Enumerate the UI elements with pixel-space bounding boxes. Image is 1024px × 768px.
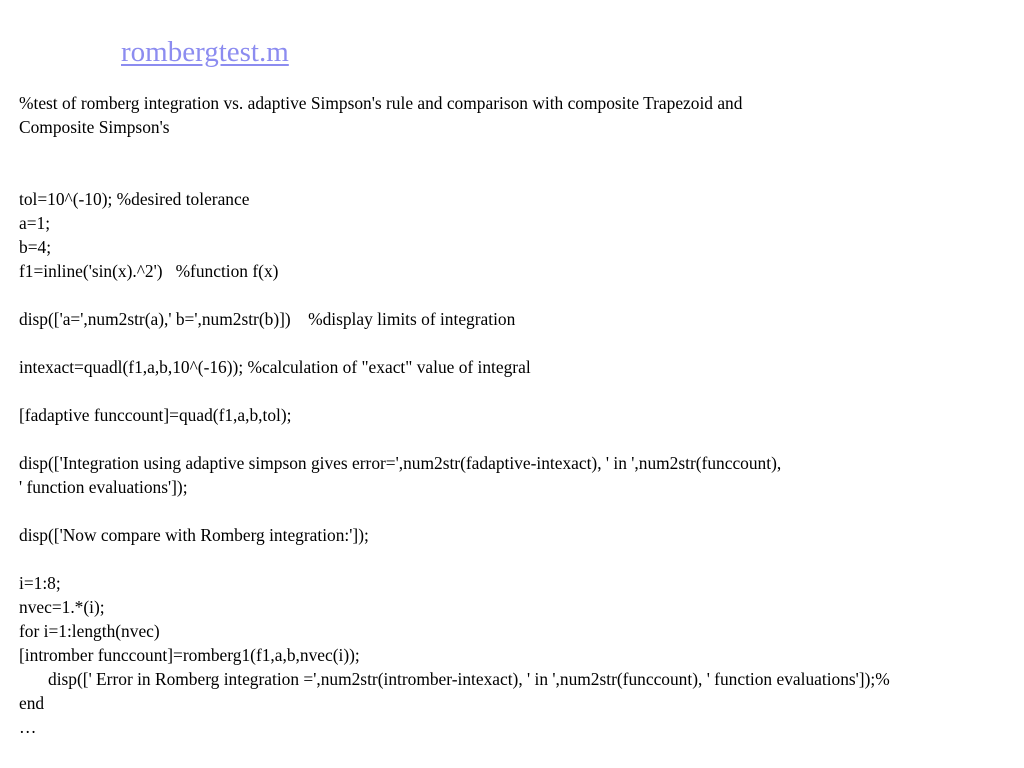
- blank-line: [19, 547, 1019, 571]
- comment-line: %test of romberg integration vs. adaptive Simpson's rule and comparison with composite Trapezoid and: [19, 93, 743, 113]
- blank-line: [19, 283, 1019, 307]
- code-line-nvec: nvec=1.*(i);: [19, 597, 105, 617]
- code-listing: [19, 91, 1019, 739]
- code-line-tol: tol=10^(-10); %desired tolerance: [19, 189, 250, 209]
- code-line-a: a=1;: [19, 213, 51, 233]
- comment-line-continued: Composite Simpson's: [19, 117, 170, 137]
- blank-line: [19, 427, 1019, 451]
- code-line-i: i=1:8;: [19, 573, 61, 593]
- ellipsis-line: …: [19, 717, 37, 737]
- code-line-romberg-call: [intromber funccount]=romberg1(f1,a,b,nvec(i));: [19, 645, 360, 665]
- blank-line: [19, 499, 1019, 523]
- code-line-end: end: [19, 693, 45, 713]
- blank-line: [19, 139, 1019, 187]
- code-line-intexact: intexact=quadl(f1,a,b,10^(-16)); %calculation of "exact" value of integral: [19, 357, 531, 377]
- code-line-disp-adaptive-continued: ' function evaluations']);: [19, 477, 188, 497]
- code-line-disp-adaptive: disp(['Integration using adaptive simpson gives error=',num2str(fadaptive-intexact), ' in ',num2str(funccount),: [19, 453, 782, 473]
- code-line-b: b=4;: [19, 237, 52, 257]
- blank-line: [19, 331, 1019, 355]
- code-line-for: for i=1:length(nvec): [19, 621, 160, 641]
- code-line-disp-compare: disp(['Now compare with Romberg integration:']);: [19, 525, 369, 545]
- file-title-link[interactable]: rombergtest.m: [121, 36, 289, 68]
- code-line-disp-romberg: disp([' Error in Romberg integration =',num2str(intromber-intexact), ' in ',num2str(funccount), ' function evaluations']);%: [48, 669, 890, 689]
- code-line-disp-limits: disp(['a=',num2str(a),' b=',num2str(b)]) %display limits of integration: [19, 309, 516, 329]
- code-line-f1: f1=inline('sin(x).^2') %function f(x): [19, 261, 279, 281]
- code-line-quad: [fadaptive funccount]=quad(f1,a,b,tol);: [19, 405, 292, 425]
- blank-line: [19, 379, 1019, 403]
